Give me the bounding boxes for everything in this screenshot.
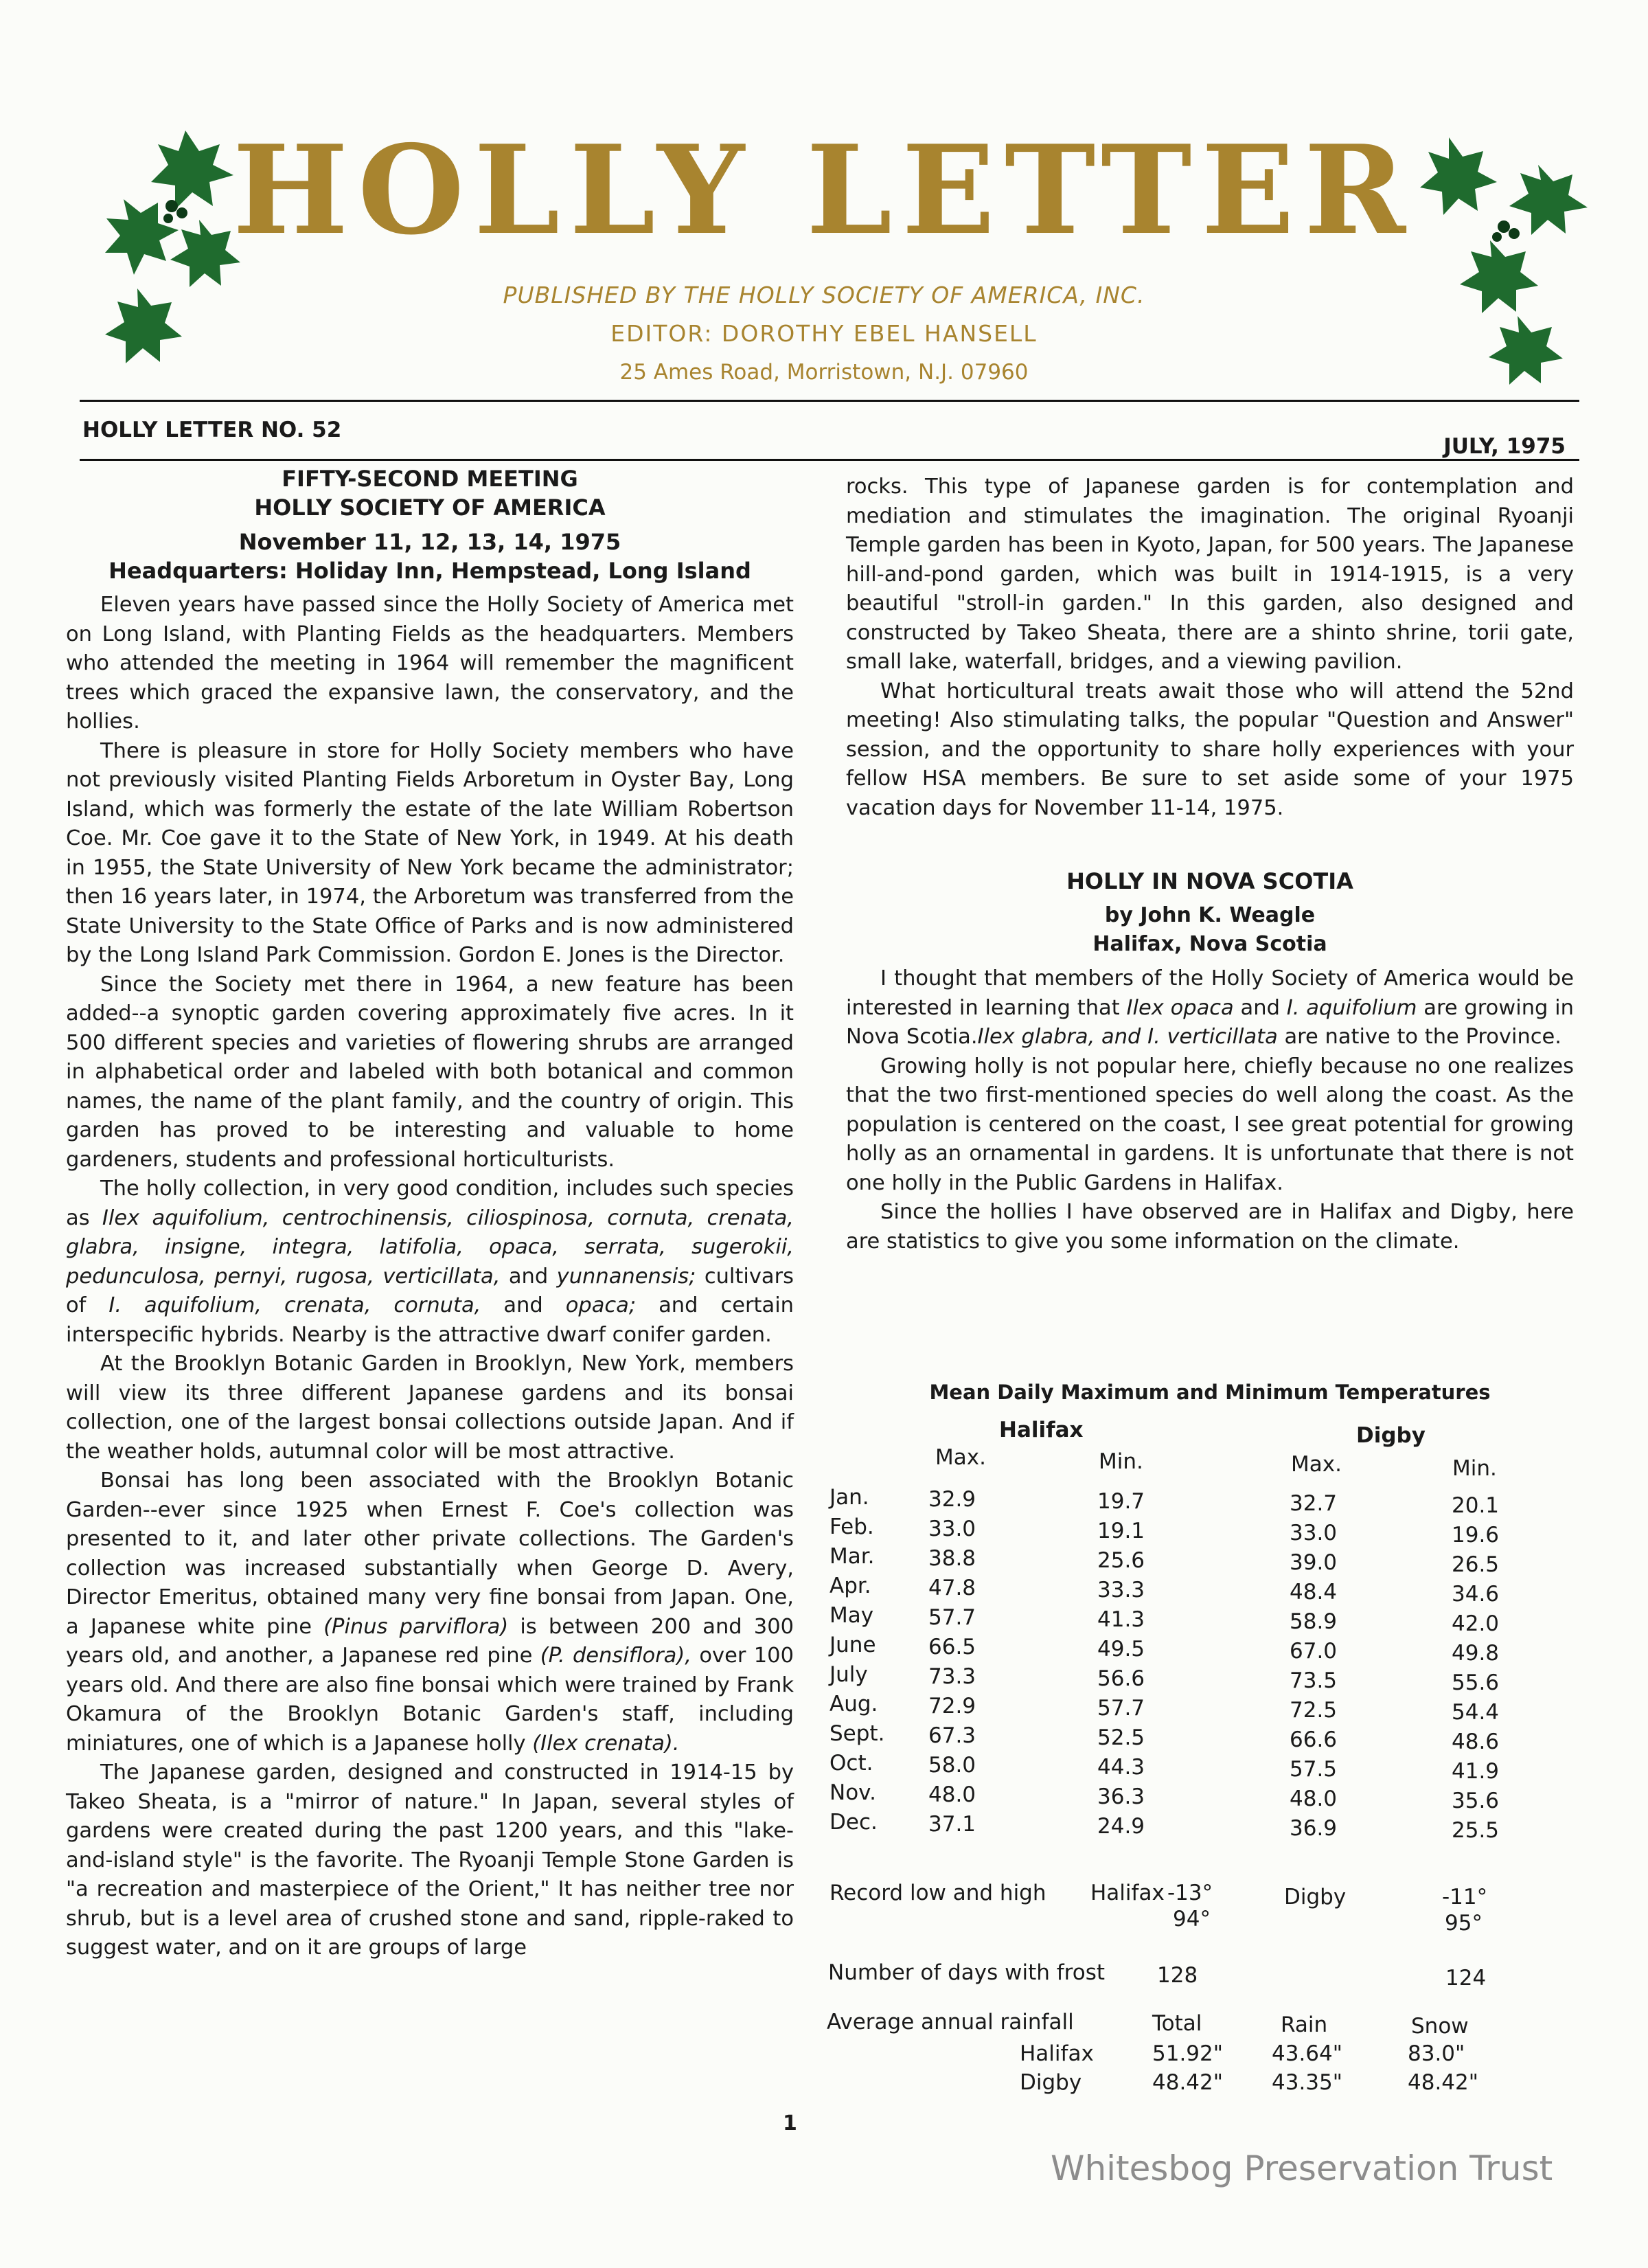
table-cell: 48.4 — [1290, 1580, 1338, 1604]
table-cell: 33.0 — [928, 1517, 976, 1541]
table-cell: 48.6 — [1452, 1730, 1500, 1754]
month-label: July — [829, 1662, 868, 1687]
record-digby-label: Digby — [1284, 1885, 1347, 1909]
table-cell: 57.5 — [1290, 1757, 1338, 1782]
meeting-title: FIFTY-SECOND MEETING — [282, 466, 578, 492]
month-label: Aug. — [829, 1692, 878, 1716]
meeting-headquarters: Headquarters: Holiday Inn, Hempstead, Long Island — [108, 558, 751, 584]
article-title: HOLLY IN NOVA SCOTIA — [1066, 868, 1353, 894]
climate-table — [824, 1414, 1593, 2095]
record-value: 94° — [1173, 1907, 1211, 1931]
paragraph: There is pleasure in store for Holly Society members who have not previously visited Planting Fields Arboretum in Oyster Bay, Long Island, which was formerly the estate of the late William Robertson Coe. Mr. Coe gave it to the State of New York, in 1949. At his death in 1955, the State University of New York became the administrator; then 16 years later, in 1974, the Arboretum was transferred from the State University to the State Office of Parks and is now administered by the Long Island Park Commission. Gordon E. Jones is the Director. — [66, 738, 794, 967]
table-cell: 58.9 — [1290, 1609, 1338, 1634]
record-value: -11° — [1442, 1885, 1488, 1909]
table-cell: 73.5 — [1290, 1668, 1338, 1693]
month-label: Oct. — [829, 1751, 873, 1776]
table-cell: 49.8 — [1452, 1641, 1500, 1666]
record-halifax-label: Halifax — [1090, 1881, 1165, 1905]
record-value: 95° — [1445, 1911, 1483, 1936]
table-cell: 35.6 — [1452, 1789, 1500, 1813]
rainfall-label: Average annual rainfall — [827, 2010, 1074, 2034]
table-cell: 58.0 — [928, 1753, 976, 1778]
table-cell: 42.0 — [1452, 1611, 1500, 1636]
column-header: Snow — [1411, 2014, 1469, 2039]
month-label: Jan. — [829, 1485, 869, 1510]
paragraph: rocks. This type of Japanese garden is for contemplation and mediation and stimulates the imagination. The original Ryoanji Temple garden has been in Kyoto, Japan, for 500 years. The Japanese hill-and-pond garden, which was built in 1914-1915, is a very beautiful "stroll-in garden." In this garden, also designed and constructed by Takeo Sheata, there are a shinto shrine, torii gate, small lake, waterfall, bridges, and a viewing pavilion. — [846, 475, 1574, 674]
article-place: Halifax, Nova Scotia — [1092, 932, 1327, 956]
table-cell: 48.0 — [1290, 1787, 1338, 1811]
rainfall-value: 48.42" — [1152, 2070, 1224, 2095]
page-number: 1 — [783, 2111, 797, 2135]
table-cell: 55.6 — [1452, 1670, 1500, 1695]
column-header: Rain — [1281, 2012, 1328, 2037]
table-cell: 44.3 — [1097, 1755, 1145, 1780]
table-cell: 52.5 — [1097, 1725, 1145, 1750]
frost-value: 128 — [1157, 1963, 1198, 1988]
rainfall-value: 83.0" — [1408, 2041, 1465, 2066]
table-cell: 38.8 — [928, 1546, 976, 1571]
header-rule-bottom — [80, 459, 1579, 461]
table-cell: 20.1 — [1452, 1493, 1500, 1518]
table-cell: 36.9 — [1290, 1816, 1338, 1841]
issue-number: HOLLY LETTER NO. 52 — [82, 418, 342, 442]
column-header: Total — [1152, 2011, 1202, 2036]
table-title: Mean Daily Maximum and Minimum Temperatures — [929, 1381, 1491, 1404]
month-label: June — [829, 1633, 876, 1657]
table-cell: 37.1 — [928, 1812, 976, 1837]
table-cell: 25.6 — [1097, 1548, 1145, 1573]
meeting-subtitle: HOLLY SOCIETY OF AMERICA — [254, 495, 606, 521]
table-cell: 49.5 — [1097, 1637, 1145, 1662]
article-byline: by John K. Weagle — [1104, 903, 1316, 927]
table-cell: 19.1 — [1097, 1519, 1145, 1543]
record-label: Record low and high — [829, 1881, 1046, 1905]
table-cell: 33.3 — [1097, 1578, 1145, 1602]
table-cell: 41.3 — [1097, 1607, 1145, 1632]
table-cell: 66.6 — [1290, 1727, 1338, 1752]
paragraph: At the Brooklyn Botanic Garden in Brooklyn, New York, members will view its three different Japanese gardens and its bonsai collection, one of the largest bonsai collections outside Japan. And if the weather holds, autumnal color will be most attractive. — [66, 1352, 794, 1464]
table-cell: 67.3 — [928, 1723, 976, 1748]
table-cell: 54.4 — [1452, 1700, 1500, 1725]
paragraph: Since the Society met there in 1964, a new feature has been added--a synoptic garden covering approximately five acres. In it 500 different species and varieties of flowering shrubs are arranged in alphabetical order and labeled with both botanical and common names, the name of the plant family, and the country of origin. This garden has proved to be interesting and valuable to home gardeners, students and professional horticulturists. — [66, 972, 794, 1172]
masthead-title: HOLLY LETTER — [232, 118, 1416, 262]
table-cell: 25.5 — [1452, 1818, 1500, 1843]
paragraph: Bonsai has long been associated with the Brooklyn Botanic Garden--ever since 1925 when Ernest F. Coe's collection was presented to it, and later other private collections. The Garden's collection was increased substantially when George D. Avery, Director Emeritus, obtained many very fine bonsai from Japan. One, a Japanese white pine (Pinus parviflora) is between 200 and 300 years old, and another, a Japanese red pine (P. densiflora), over 100 years old. And there are also fine bonsai which were trained by Frank Okamura of the Brooklyn Botanic Garden's staff, including miniatures, one of which is a Japanese holly (Ilex crenata). — [66, 1468, 794, 1756]
column-header: Max. — [1291, 1452, 1342, 1477]
table-cell: 36.3 — [1097, 1784, 1145, 1809]
table-header-halifax: Halifax — [999, 1418, 1084, 1442]
paragraph: I thought that members of the Holly Society of America would be interested in learning that Ilex opaca and I. aquifolium are growing in Nova Scotia.Ilex glabra, and I. verticillata are native to the Province. — [846, 966, 1574, 1049]
table-cell: 73.3 — [928, 1664, 976, 1689]
table-cell: 57.7 — [1097, 1696, 1145, 1721]
month-label: Feb. — [829, 1515, 874, 1539]
paragraph: Eleven years have passed since the Holly Society of America met on Long Island, with Planting Fields as the headquarters. Members who attended the meeting in 1964 will remember the magnificent trees which graced the expansive lawn, the conservatory, and the hollies. — [66, 593, 794, 734]
table-cell: 33.0 — [1290, 1521, 1338, 1545]
table-cell: 67.0 — [1290, 1639, 1338, 1664]
paragraph: The Japanese garden, designed and constructed in 1914-15 by Takeo Sheata, is a "mirror of nature." In Japan, several styles of gardens were created during the past 1200 years, and this "lake-and-island style" is the favorite. The Ryoanji Temple Stone Garden is "a recreation and masterpiece of the Orient," It has neither tree nor shrub, but is a level area of crushed stone and sand, ripple-raked to suggest water, and on it are groups of large — [66, 1760, 794, 1960]
rainfall-place: Halifax — [1020, 2041, 1094, 2066]
frost-label: Number of days with frost — [828, 1960, 1106, 1985]
paragraph: Growing holly is not popular here, chiefly because no one realizes that the two first-mentioned species do well along the coast. As the population is centered on the coast, I see great potential for growing holly as an ornamental in gardens. It is unfortunate that there is not one holly in the Public Gardens in Halifax. — [846, 1054, 1574, 1195]
paragraph: Since the hollies I have observed are in Halifax and Digby, here are statistics to give you some information on the climate. — [846, 1200, 1574, 1254]
table-cell: 66.5 — [928, 1635, 976, 1659]
table-cell: 19.7 — [1097, 1489, 1145, 1514]
month-label: Nov. — [829, 1780, 876, 1805]
table-cell: 72.9 — [928, 1694, 976, 1719]
rainfall-value: 43.35" — [1272, 2070, 1343, 2095]
table-header-digby: Digby — [1356, 1423, 1426, 1448]
rainfall-value: 51.92" — [1152, 2041, 1224, 2066]
table-cell: 32.7 — [1290, 1491, 1338, 1516]
issue-date: JULY, 1975 — [1443, 434, 1566, 459]
table-cell: 24.9 — [1097, 1814, 1145, 1839]
publisher-line: PUBLISHED BY THE HOLLY SOCIETY OF AMERICA, INC. — [503, 282, 1145, 308]
table-cell: 32.9 — [928, 1487, 976, 1512]
address-line: 25 Ames Road, Morristown, N.J. 07960 — [619, 360, 1029, 385]
month-label: Apr. — [829, 1574, 871, 1598]
table-cell: 34.6 — [1452, 1582, 1500, 1607]
table-cell: 48.0 — [928, 1782, 976, 1807]
rainfall-value: 48.42" — [1408, 2070, 1479, 2095]
month-label: Mar. — [829, 1544, 875, 1569]
watermark: Whitesbog Preservation Trust — [1051, 2148, 1553, 2188]
paragraph: The holly collection, in very good condition, includes such species as Ilex aquifolium, centrochinensis, ciliospinosa, cornuta, crenata, glabra, insigne, integra, latifolia, opaca, serrata, sugerokii, pedunculosa, pernyi, rugosa, verticillata, and yunnanensis; cultivars of I. aquifolium, crenata, cornuta, and opaca; and certain interspecific hybrids. Nearby is the attractive dwarf conifer garden. — [66, 1177, 794, 1347]
table-cell: 57.7 — [928, 1605, 976, 1630]
meeting-dates: November 11, 12, 13, 14, 1975 — [238, 529, 621, 555]
month-label: May — [829, 1603, 874, 1628]
table-cell: 56.6 — [1097, 1666, 1145, 1691]
column-header: Min. — [1452, 1456, 1497, 1481]
column-header: Min. — [1099, 1449, 1143, 1474]
month-label: Dec. — [829, 1810, 878, 1835]
column-header: Max. — [935, 1445, 986, 1470]
record-value: -13° — [1167, 1881, 1213, 1905]
frost-value: 124 — [1445, 1966, 1487, 1991]
rainfall-value: 43.64" — [1272, 2041, 1343, 2066]
editor-line: EDITOR: DOROTHY EBEL HANSELL — [610, 320, 1038, 347]
table-cell: 47.8 — [928, 1576, 976, 1600]
table-cell: 41.9 — [1452, 1759, 1500, 1784]
left-column — [66, 464, 794, 1963]
table-cell: 72.5 — [1290, 1698, 1338, 1723]
month-label: Sept. — [829, 1721, 885, 1746]
right-column — [846, 473, 1574, 1256]
paragraph: What horticultural treats await those who will attend the 52nd meeting! Also stimulating talks, the popular "Question and Answer" session, and the opportunity to share holly experiences with your fellow HSA members. Be sure to set aside some of your 1975 vacation days for November 11-14, 1975. — [846, 679, 1574, 820]
table-cell: 19.6 — [1452, 1523, 1500, 1547]
rainfall-place: Digby — [1020, 2070, 1082, 2095]
header-rule-top — [80, 400, 1579, 402]
table-cell: 26.5 — [1452, 1552, 1500, 1577]
table-cell: 39.0 — [1290, 1550, 1338, 1575]
